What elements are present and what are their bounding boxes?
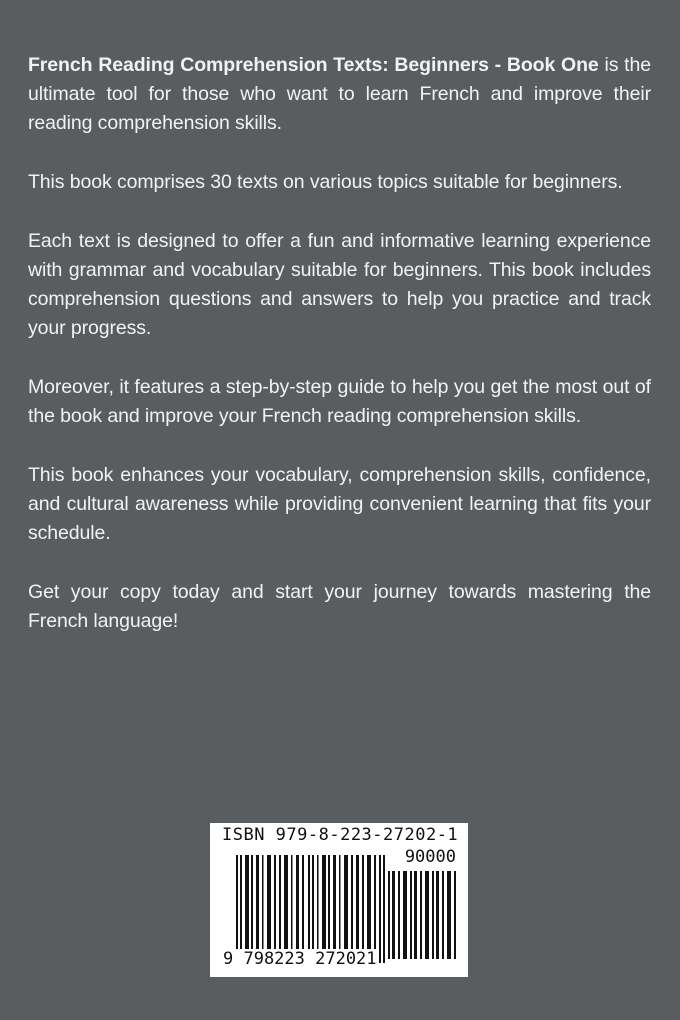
isbn-label: ISBN 979-8-223-27202-1 — [222, 825, 459, 845]
price-code: 90000 — [404, 847, 456, 867]
isbn-barcode — [210, 823, 468, 977]
addon-bars-icon — [388, 871, 458, 959]
paragraph-benefits: This book enhances your vocabulary, comprehension skills, confidence, and cultural awareness while providing convenient learning that fits your schedule. — [28, 464, 651, 544]
paragraph-design: Each text is designed to offer a fun and informative learning experience with grammar and vocabulary suitable for beginners. This book includes comprehension questions and answers to help you practice and track your progress. — [28, 230, 651, 339]
paragraph-contents: This book comprises 30 texts on various topics suitable for beginners. — [28, 171, 623, 193]
barcode-bars-icon — [236, 855, 386, 963]
paragraph-guide: Moreover, it features a step-by-step guide to help you get the most out of the book and improve your French reading comprehension skills. — [28, 376, 651, 427]
barcode-digits: 9 798223 272021 — [223, 949, 377, 969]
book-title: French Reading Comprehension Texts: Beginners - Book One — [28, 54, 599, 76]
paragraph-call-to-action: Get your copy today and start your journey towards mastering the French language! — [28, 581, 651, 632]
paragraph-intro: French Reading Comprehension Texts: Beginners - Book One is the ultimate tool for those who want to learn French and improve their reading comprehension skills. — [28, 54, 651, 134]
back-cover-description — [28, 51, 651, 666]
